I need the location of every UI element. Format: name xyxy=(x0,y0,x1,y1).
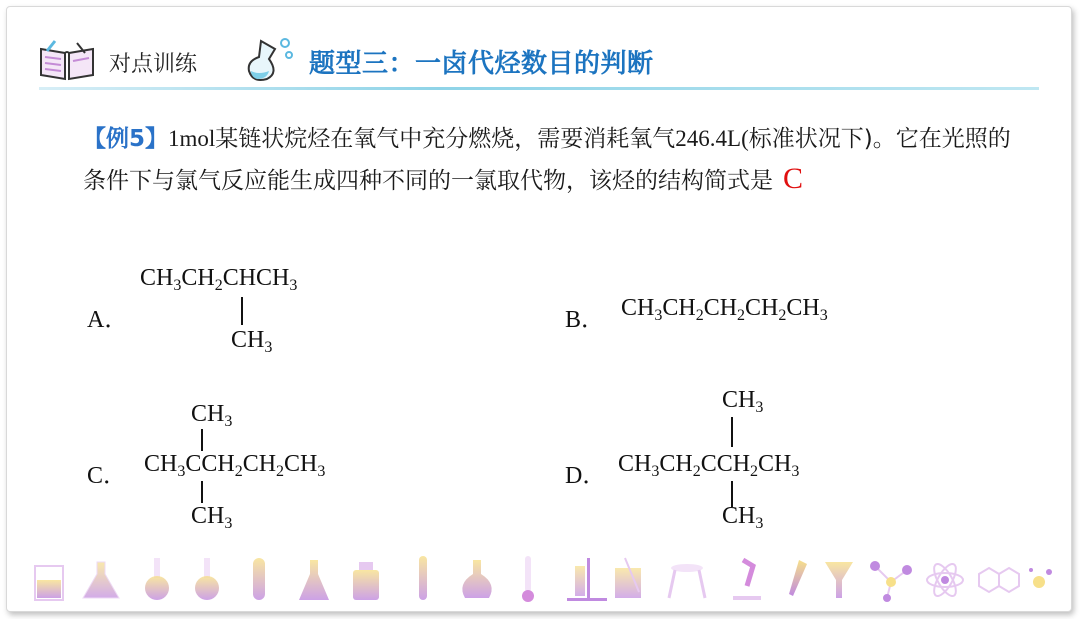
header-divider xyxy=(39,87,1039,90)
option-a-label: A． xyxy=(87,307,129,333)
option-c-formula: $CH_3CCH_2CH_2CH_3$ xyxy=(144,451,326,480)
option-d-label: D． xyxy=(565,463,607,489)
option-a-branch: $CH_3$ xyxy=(231,327,273,356)
option-c-branch-bottom: $CH_3$ xyxy=(191,503,233,532)
round-flask-icon xyxy=(195,558,219,600)
example-tag: 【例5】 xyxy=(83,126,169,152)
answer-letter: C xyxy=(783,162,804,195)
option-b-formula: $CH_3CH_2CH_2CH_2CH_3$ xyxy=(621,295,828,324)
section-label: 对点训练 xyxy=(109,52,198,77)
benzene-icon xyxy=(979,568,1019,592)
option-c-bond-bottom xyxy=(201,481,203,503)
test-tube-icon xyxy=(253,558,265,600)
topic-title: 题型三：一卤代烃数目的判断 xyxy=(309,49,654,79)
distilling-flask-icon xyxy=(462,560,491,598)
thermometer-icon xyxy=(522,556,534,602)
option-c-label: C． xyxy=(87,463,128,489)
option-d-branch-top: $CH_3$ xyxy=(722,387,764,416)
test-tube-icon xyxy=(419,556,427,600)
slide xyxy=(6,6,1072,612)
sparkle-icon xyxy=(1029,568,1052,588)
option-a-formula: $CH_3CH_2CHCH_3$ xyxy=(140,265,298,294)
flask-icon xyxy=(83,562,119,598)
option-c-branch-top: $CH_3$ xyxy=(191,401,233,430)
molecule-icon xyxy=(870,561,912,602)
book-icon xyxy=(37,39,97,81)
atom-icon xyxy=(927,561,963,599)
option-d-branch-bottom: $CH_3$ xyxy=(722,503,764,532)
flask-icon xyxy=(245,35,297,83)
question-body-a: 某链状烷烃在氧气中充分燃烧，需要消耗氧气 xyxy=(215,126,676,152)
question-text xyxy=(83,119,1023,201)
funnel-icon xyxy=(825,562,853,598)
conical-flask-icon xyxy=(299,560,329,600)
dropper-icon xyxy=(789,560,807,596)
option-d-formula: $CH_3CH_2CCH_2CH_3$ xyxy=(618,451,800,480)
tripod-icon xyxy=(669,564,705,598)
slide-header xyxy=(7,7,1071,91)
option-c-bond-top xyxy=(201,429,203,451)
option-d-bond-top xyxy=(731,417,733,447)
beaker-icon xyxy=(35,566,63,600)
round-flask-icon xyxy=(145,558,169,600)
microscope-icon xyxy=(733,560,761,600)
option-a-bond xyxy=(241,297,243,325)
footer-lab-icons xyxy=(27,552,1057,607)
stand-icon xyxy=(567,558,607,601)
option-b-label: B． xyxy=(565,307,606,333)
question-amount: 1mol xyxy=(168,126,216,151)
reagent-bottle-icon xyxy=(353,562,379,600)
beaker-stir-icon xyxy=(615,558,641,598)
question-body-b: 标准状况下)。它在光照的条件下与氯气反应能生成四种不同的一氯取代物，该烃的结构简式是 xyxy=(83,126,1011,194)
question-volume: 246.4L( xyxy=(675,126,749,151)
